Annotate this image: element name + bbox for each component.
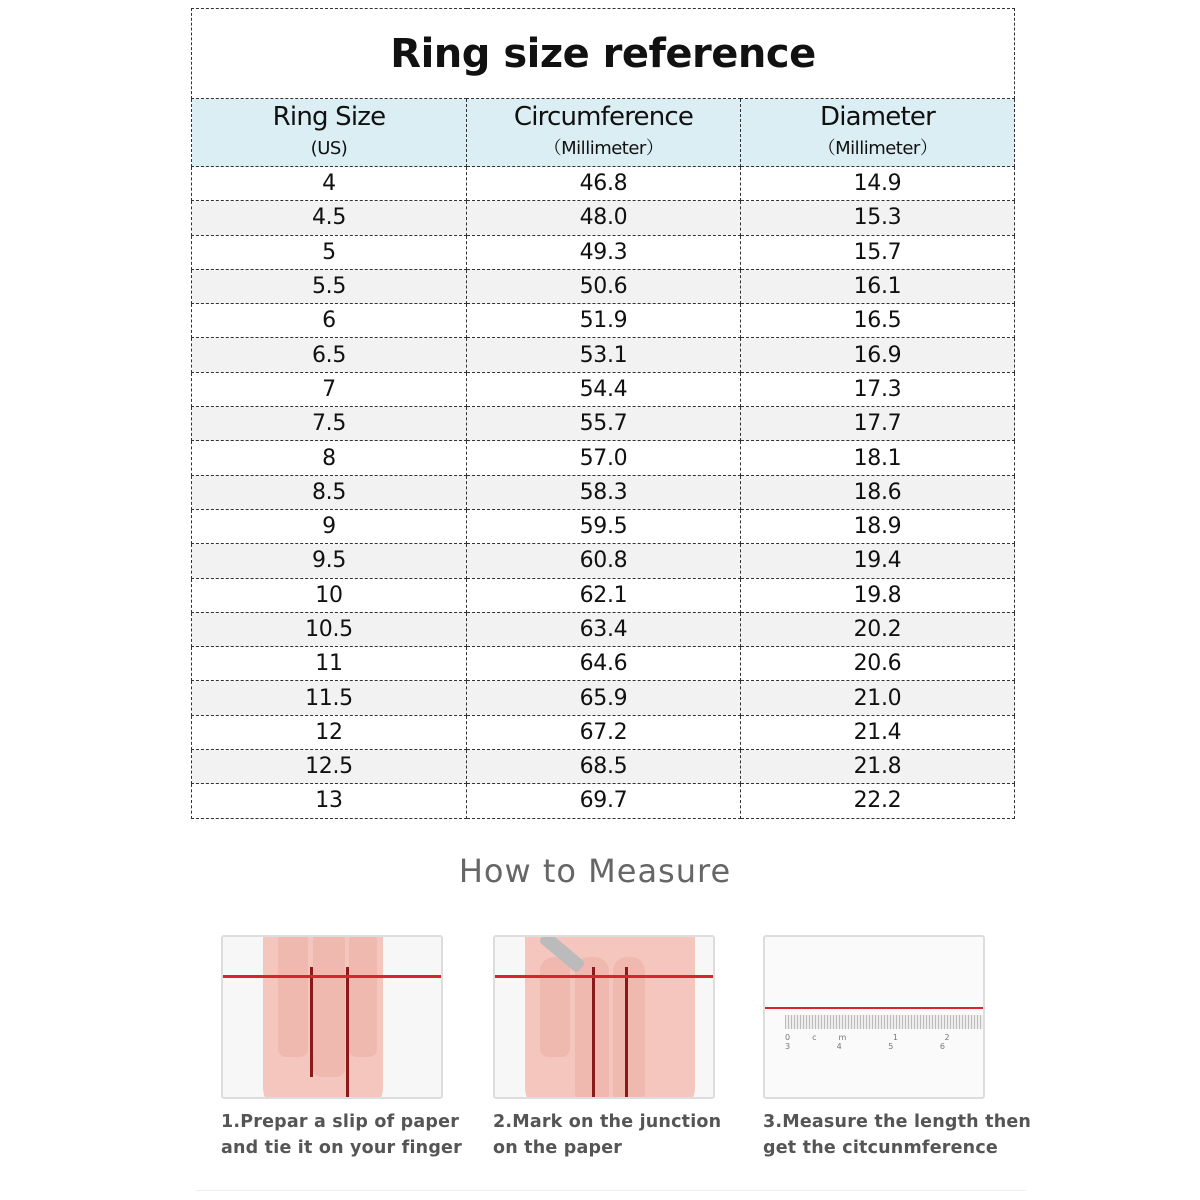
finger-gap — [625, 967, 628, 1097]
cell-ring-size: 11.5 — [192, 681, 467, 715]
table-row — [192, 578, 1015, 612]
finger-shape — [349, 935, 377, 1057]
cell-diameter: 21.4 — [741, 715, 1015, 749]
cell-circumference: 59.5 — [467, 509, 741, 543]
cell-ring-size: 7.5 — [192, 407, 467, 441]
cell-diameter: 14.9 — [741, 167, 1015, 201]
cell-ring-size: 10 — [192, 578, 467, 612]
header-label: Circumference — [513, 102, 694, 132]
cell-diameter: 15.3 — [741, 201, 1015, 235]
header-circumference — [467, 99, 741, 167]
cell-diameter: 20.6 — [741, 647, 1015, 681]
caption-line: 2.Mark on the junction — [493, 1112, 722, 1132]
cell-ring-size: 13 — [192, 784, 467, 818]
cell-circumference: 46.8 — [467, 167, 741, 201]
red-string — [223, 975, 441, 978]
cell-ring-size: 6.5 — [192, 338, 467, 372]
caption-line: 1.Prepar a slip of paper — [221, 1112, 460, 1132]
cell-circumference: 51.9 — [467, 304, 741, 338]
cell-circumference: 63.4 — [467, 612, 741, 646]
cell-ring-size: 11 — [192, 647, 467, 681]
step-caption — [221, 1109, 462, 1161]
header-label: Ring Size — [272, 102, 386, 132]
finger-shape — [613, 957, 645, 1099]
measure-step-2 — [493, 935, 721, 1161]
cell-ring-size: 10.5 — [192, 612, 467, 646]
step-caption — [493, 1109, 721, 1161]
table-title: Ring size reference — [192, 9, 1015, 99]
finger-gap — [346, 967, 349, 1097]
header-ring-size — [192, 99, 467, 167]
ring-size-table-container — [191, 8, 1014, 819]
cell-ring-size: 5.5 — [192, 269, 467, 303]
table-body — [192, 167, 1015, 819]
cell-circumference: 57.0 — [467, 441, 741, 475]
cell-diameter: 21.0 — [741, 681, 1015, 715]
ring-size-table — [191, 8, 1015, 819]
table-row — [192, 784, 1015, 818]
cell-ring-size: 9 — [192, 509, 467, 543]
table-row — [192, 338, 1015, 372]
cell-diameter: 18.6 — [741, 475, 1015, 509]
cell-circumference: 49.3 — [467, 235, 741, 269]
header-label: Diameter — [820, 102, 935, 132]
cell-circumference: 60.8 — [467, 544, 741, 578]
cell-circumference: 68.5 — [467, 750, 741, 784]
divider — [196, 1190, 1026, 1191]
cell-diameter: 21.8 — [741, 750, 1015, 784]
table-row — [192, 269, 1015, 303]
cell-diameter: 20.2 — [741, 612, 1015, 646]
table-row — [192, 647, 1015, 681]
header-unit: (US) — [310, 138, 348, 159]
table-row — [192, 167, 1015, 201]
cell-diameter: 18.1 — [741, 441, 1015, 475]
table-row — [192, 750, 1015, 784]
ruler-icon — [785, 1015, 983, 1029]
finger-gap — [310, 967, 313, 1077]
cell-circumference: 69.7 — [467, 784, 741, 818]
table-row — [192, 441, 1015, 475]
cell-ring-size: 4 — [192, 167, 467, 201]
table-row — [192, 201, 1015, 235]
cell-circumference: 48.0 — [467, 201, 741, 235]
cell-diameter: 18.9 — [741, 509, 1015, 543]
finger-gap — [592, 967, 595, 1097]
cell-ring-size: 8.5 — [192, 475, 467, 509]
caption-line: on the paper — [493, 1138, 623, 1158]
red-string — [765, 1007, 983, 1009]
cell-diameter: 19.8 — [741, 578, 1015, 612]
cell-circumference: 53.1 — [467, 338, 741, 372]
table-row — [192, 407, 1015, 441]
cell-circumference: 50.6 — [467, 269, 741, 303]
table-row — [192, 304, 1015, 338]
cell-circumference: 67.2 — [467, 715, 741, 749]
table-row — [192, 235, 1015, 269]
table-row — [192, 715, 1015, 749]
cell-diameter: 16.1 — [741, 269, 1015, 303]
cell-ring-size: 7 — [192, 372, 467, 406]
step-caption — [763, 1109, 1031, 1161]
table-row — [192, 681, 1015, 715]
caption-line: 3.Measure the length then — [763, 1112, 1032, 1132]
cell-circumference: 62.1 — [467, 578, 741, 612]
cell-circumference: 65.9 — [467, 681, 741, 715]
cell-circumference: 54.4 — [467, 372, 741, 406]
caption-line: get the citcunmference — [763, 1138, 998, 1158]
cell-ring-size: 4.5 — [192, 201, 467, 235]
header-unit: （Millimeter） — [817, 138, 938, 159]
table-row — [192, 372, 1015, 406]
finger-shape — [313, 935, 345, 1077]
cell-ring-size: 8 — [192, 441, 467, 475]
cell-diameter: 19.4 — [741, 544, 1015, 578]
header-diameter — [741, 99, 1015, 167]
how-to-measure-title: How to Measure — [458, 852, 732, 890]
pen-marking-image — [493, 935, 715, 1099]
caption-line: and tie it on your finger — [221, 1138, 462, 1158]
cell-ring-size: 12.5 — [192, 750, 467, 784]
measure-step-3 — [763, 935, 1031, 1161]
red-string — [495, 975, 713, 978]
cell-diameter: 16.5 — [741, 304, 1015, 338]
finger-shape — [540, 957, 570, 1057]
cell-ring-size: 9.5 — [192, 544, 467, 578]
cell-diameter: 16.9 — [741, 338, 1015, 372]
table-row — [192, 475, 1015, 509]
cell-diameter: 22.2 — [741, 784, 1015, 818]
header-unit: （Millimeter） — [543, 138, 664, 159]
table-row — [192, 544, 1015, 578]
cell-diameter: 17.3 — [741, 372, 1015, 406]
cell-ring-size: 12 — [192, 715, 467, 749]
cell-diameter: 15.7 — [741, 235, 1015, 269]
hand-with-string-image — [221, 935, 443, 1099]
ruler-image — [763, 935, 985, 1099]
measure-step-1 — [221, 935, 462, 1161]
finger-shape — [278, 935, 308, 1057]
cell-diameter: 17.7 — [741, 407, 1015, 441]
ruler-labels: 0cm 1 2 3 4 5 6 — [785, 1033, 972, 1051]
table-row — [192, 509, 1015, 543]
cell-ring-size: 5 — [192, 235, 467, 269]
cell-ring-size: 6 — [192, 304, 467, 338]
cell-circumference: 64.6 — [467, 647, 741, 681]
cell-circumference: 58.3 — [467, 475, 741, 509]
table-row — [192, 612, 1015, 646]
cell-circumference: 55.7 — [467, 407, 741, 441]
